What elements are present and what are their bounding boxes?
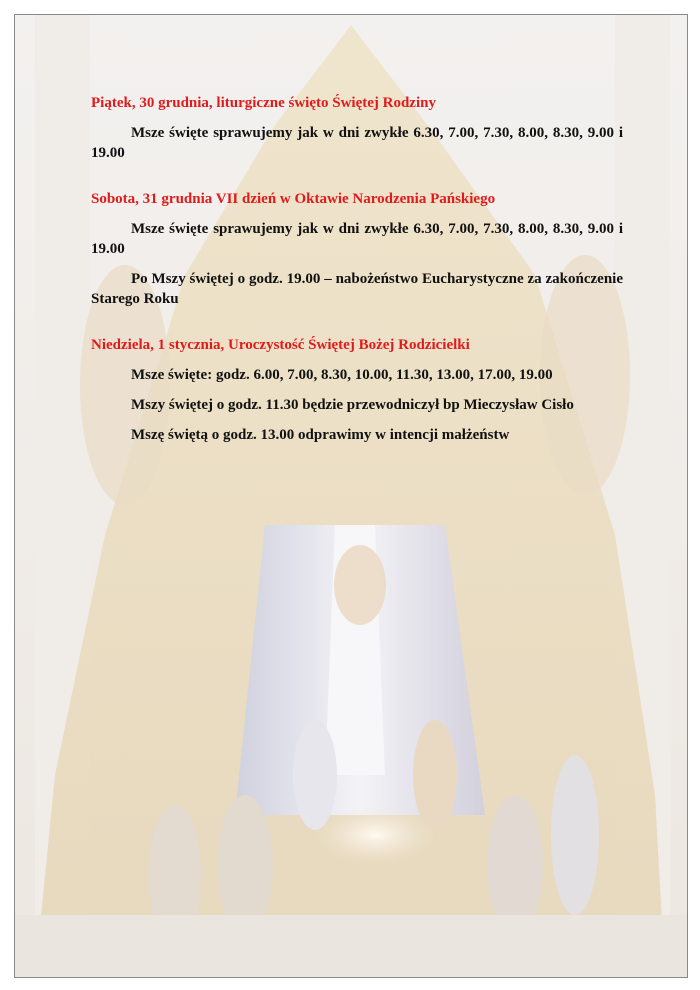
- section-paragraph: Msze święte sprawujemy jak w dni zwykłe 6.30, 7.00, 7.30, 8.00, 8.30, 9.00 i 19.00: [91, 125, 623, 161]
- section-paragraph: Msze święte: godz. 6.00, 7.00, 8.30, 10.00, 11.30, 13.00, 17.00, 19.00: [131, 367, 553, 383]
- section-paragraph: Mszy świętej o godz. 11.30 będzie przewodniczył bp Mieczysław Cisło: [131, 397, 574, 413]
- page: [14, 14, 688, 978]
- section-heading: Sobota, 31 grudnia VII dzień w Oktawie Narodzenia Pańskiego: [91, 191, 496, 207]
- announcements: [91, 93, 623, 471]
- section-sunday: [91, 335, 623, 445]
- section-heading: Niedziela, 1 stycznia, Uroczystość Świętej Bożej Rodzicielki: [91, 337, 470, 353]
- section-heading: Piątek, 30 grudnia, liturgiczne święto Świętej Rodziny: [91, 95, 436, 111]
- section-friday: [91, 93, 623, 163]
- section-paragraph: Msze święte sprawujemy jak w dni zwykłe 6.30, 7.00, 7.30, 8.00, 8.30, 9.00 i 19.00: [91, 221, 623, 257]
- section-paragraph: Po Mszy świętej o godz. 19.00 – nabożeństwo Eucharystyczne za zakończenie Starego Roku: [91, 271, 623, 307]
- section-paragraph: Mszę świętą o godz. 13.00 odprawimy w intencji małżeństw: [131, 427, 510, 443]
- section-saturday: [91, 189, 623, 309]
